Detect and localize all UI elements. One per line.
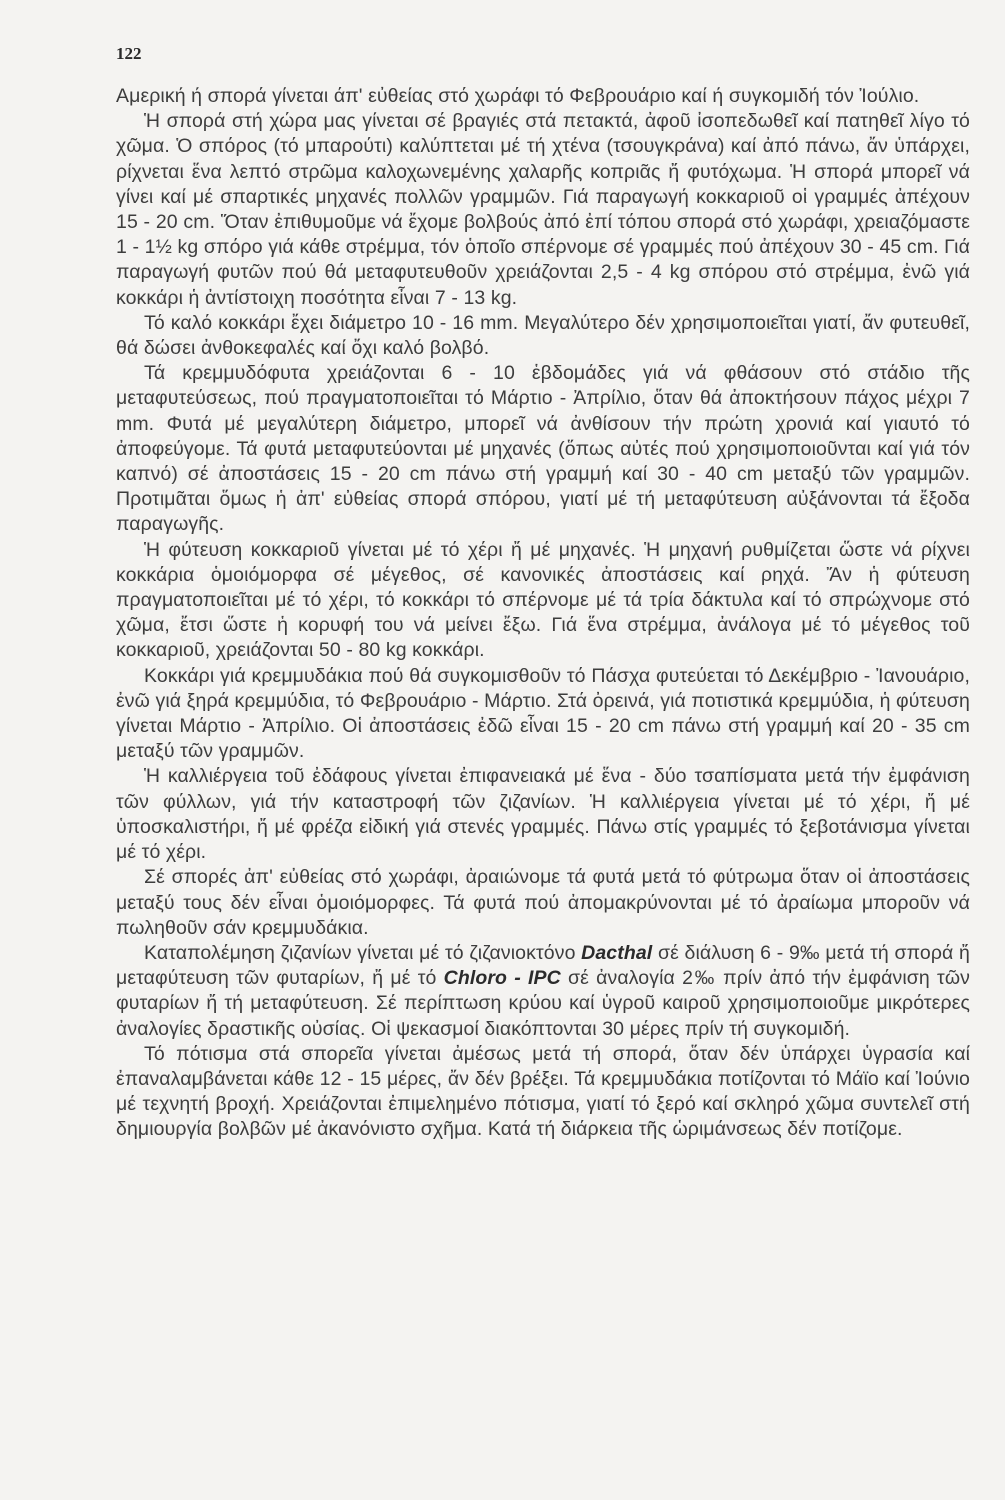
paragraph-4: Τά κρεμμυδόφυτα χρειάζονται 6 - 10 ἑβδομάδες γιά νά φθάσουν στό στάδιο τῆς μεταφυτεύσεως, πού πραγματοποιεῖται τό Μάρτιο - Ἀπρίλιο, ὅταν θά ἀποκτήσουν πάχος μέχρι 7 mm. Φυτά μέ μεγαλύτερη διάμετρο, μπορεῖ νά ἀνθίσουν τήν πρώτη χρονιά καί γιαυτό τό ἀποφεύγομε. Τά φυτά μεταφυτεύονται μέ μηχανές (ὅπως αὐτές πού χρησιμοποιοῦνται καί γιά τόν καπνό) σέ ἀποστάσεις 15 - 20 cm πάνω στή γραμμή καί 30 - 40 cm μεταξύ τῶν γραμμῶν. Προτιμᾶται ὅμως ἡ ἀπ' εὐθείας σπορά σπόρου, γιατί μέ τή μεταφύτευση αὐξάνονται τά ἔξοδα παραγωγῆς. — [116, 362, 970, 536]
paragraph-3: Τό καλό κοκκάρι ἔχει διάμετρο 10 - 16 mm. Μεγαλύτερο δέν χρησιμοποιεῖται γιατί, ἄν φυτευθεῖ, θά δώσει ἀνθοκεφαλές καί ὄχι καλό βολβό. — [116, 311, 970, 360]
herbicide-name-dacthal: Dacthal — [581, 941, 653, 964]
paragraph-9-part-3: σέ ἀναλογία 2‰ πρίν ἀπό τήν ἐμφάνιση τῶν φυταρίων ἤ τή μεταφύτευση. Σέ περίπτωση κρύου καί ὑγροῦ καιροῦ χρησιμοποιοῦμε μικρότερες ἀναλογίες δραστικῆς οὐσίας. Οἱ ψεκασμοί διακόπτονται 30 μέρες πρίν τή συγκομιδή. — [116, 967, 971, 1040]
paragraph-9-part-1: Καταπολέμηση ζιζανίων γίνεται μέ τό ζιζανιοκτόνο — [144, 941, 582, 964]
paragraph-5: Ἡ φύτευση κοκκαριοῦ γίνεται μέ τό χέρι ἤ μέ μηχανές. Ἡ μηχανή ρυθμίζεται ὥστε νά ρίχνει κοκκάρια ὁμοιόμορφα σέ μέγεθος, σέ κανονικές ἀποστάσεις καί ρηχά. Ἄν ἡ φύτευση πραγματοποιεῖται μέ τό χέρι, τό κοκκάρι τό σπέρνομε μέ τά τρία δάκτυλα καί τό σπρώχνομε στό χῶμα, ἔτσι ὥστε ἡ κορυφή του νά μείνει ἔξω. Γιά ἕνα στρέμμα, ἀνάλογα μέ τό μέγεθος τοῦ κοκκαριοῦ, χρειάζονται 50 - 80 kg κοκκάρι. — [116, 538, 970, 662]
paragraph-9 — [116, 941, 970, 1042]
paragraph-2: Ἡ σπορά στή χώρα μας γίνεται σέ βραγιές στά πετακτά, ἀφοῦ ἰσοπεδωθεῖ καί πατηθεῖ λίγο τό χῶμα. Ὁ σπόρος (τό μπαρούτι) καλύπτεται μέ τή χτένα (τσουγκράνα) καί ἀπό πάνω, ἄν ὑπάρχει, ρίχνεται ἕνα λεπτό στρῶμα καλοχωνεμένης χαλαρῆς κοπριᾶς ἤ φυτόχωμα. Ἡ σπορά μπορεῖ νά γίνει καί μέ σπαρτικές μηχανές πολλῶν γραμμῶν. Γιά παραγωγή κοκκαριοῦ οἱ γραμμές ἀπέχουν 15 - 20 cm. Ὅταν ἐπιθυμοῦμε νά ἔχομε βολβούς ἀπό ἐπί τόπου σπορά στό χωράφι, χρειαζόμαστε 1 - 1½ kg σπόρο γιά κάθε στρέμμα, τόν ὁποῖο σπέρνομε σέ γραμμές πού ἀπέχουν 30 - 45 cm. Γιά παραγωγή φυτῶν πού θά μεταφυτευθοῦν χρειάζονται 2,5 - 4 kg σπόρου στό στρέμμα, ἐνῶ γιά κοκκάρι ἡ ἀντίστοιχη ποσότητα εἶναι 7 - 13 kg. — [116, 110, 970, 309]
paragraph-9-part-2: σέ διάλυση 6 - 9‰ μετά τή σπορά ἤ μεταφύτευση τῶν φυταρίων, ἤ μέ τό — [116, 941, 971, 990]
paragraph-6: Κοκκάρι γιά κρεμμυδάκια πού θά συγκομισθοῦν τό Πάσχα φυτεύεται τό Δεκέμβριο - Ἰανουάριο, ἐνῶ γιά ξηρά κρεμμύδια, τό Φεβρουάριο - Μάρτιο. Στά ὀρεινά, γιά ποτιστικά κρεμμύδια, ἡ φύτευση γίνεται Μάρτιο - Ἀπρίλιο. Οἱ ἀποστάσεις ἐδῶ εἶναι 15 - 20 cm πάνω στή γραμμή καί 20 - 35 cm μεταξύ τῶν γραμμῶν. — [116, 664, 970, 763]
page-number: 122 — [116, 44, 142, 63]
herbicide-name-chloro-ipc: Chloro - IPC — [443, 967, 561, 990]
paragraph-10: Τό πότισμα στά σπορεῖα γίνεται ἀμέσως μετά τή σπορά, ὅταν δέν ὑπάρχει ὑγρασία καί ἐπαναλαμβάνεται κάθε 12 - 15 μέρες, ἄν δέν βρέξει. Τά κρεμμυδάκια ποτίζονται τό Μάϊο καί Ἰούνιο μέ τεχνητή βροχή. Χρειάζονται ἐπιμελημένο πότισμα, γιατί τό ξερό καί σκληρό χῶμα συντελεῖ στή δημιουργία βολβῶν μέ ἀκανόνιστο σχῆμα. Κατά τή διάρκεια τῆς ὡριμάνσεως δέν ποτίζομε. — [116, 1042, 970, 1141]
paragraph-1: Αμερική ή σπορά γίνεται άπ' εὐθείας στό χωράφι τό Φεβρουάριο καί ή συγκομιδή τόν Ἰούλιο. — [116, 85, 920, 107]
page-body — [116, 84, 970, 1143]
paragraph-7: Ἡ καλλιέργεια τοῦ ἐδάφους γίνεται ἐπιφανειακά μέ ἕνα - δύο τσαπίσματα μετά τήν ἐμφάνιση τῶν φύλλων, γιά τήν καταστροφή τῶν ζιζανίων. Ἡ καλλιέργεια γίνεται μέ τό χέρι, ἤ μέ ὑποσκαλιστήρι, ἤ μέ φρέζα εἰδική γιά στενές γραμμές. Πάνω στίς γραμμές τό ξεβοτάνισμα γίνεται μέ τό χέρι. — [116, 765, 970, 864]
paragraph-8: Σέ σπορές ἀπ' εὐθείας στό χωράφι, ἀραιώνομε τά φυτά μετά τό φύτρωμα ὅταν οἱ ἀποστάσεις μεταξύ τους δέν εἶναι ὁμοιόμορφες. Τά φυτά πού ἀπομακρύνονται μέ τό ἀραίωμα μποροῦν νά πωληθοῦν σάν κρεμμυδάκια. — [116, 866, 970, 939]
